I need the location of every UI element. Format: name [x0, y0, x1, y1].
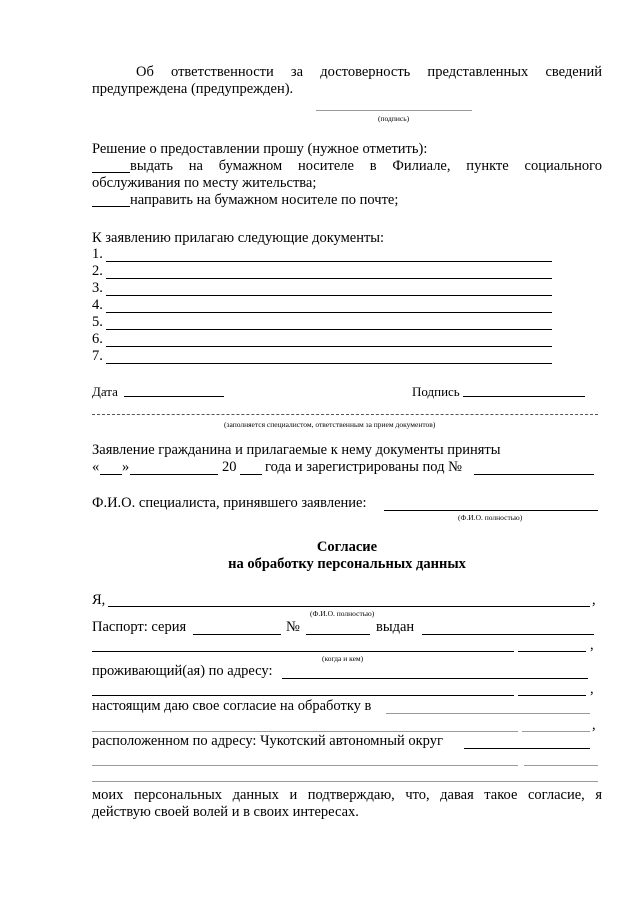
attachment-number: 5. [92, 314, 103, 330]
specialist-fio-caption: (Ф.И.О. полностью) [458, 513, 523, 522]
issued-input-line-cont[interactable] [92, 651, 514, 652]
quote-open: « [92, 459, 100, 475]
attachment-line[interactable] [106, 329, 552, 330]
attachment-number: 7. [92, 348, 103, 364]
separator-dashed [92, 414, 598, 415]
specialist-fio-input-line[interactable] [384, 510, 598, 511]
comma: , [590, 681, 594, 697]
attachment-line[interactable] [106, 261, 552, 262]
option1-text-cont: обслуживания по месту жительства; [92, 175, 317, 191]
registered-text: года и зарегистрированы под № [265, 459, 462, 475]
comma: , [592, 717, 596, 733]
located-label: расположенном по адресу: Чукотский автономный округ [92, 733, 443, 749]
attachment-number: 2. [92, 263, 103, 279]
attachments-intro: К заявлению прилагаю следующие документы: [92, 230, 385, 246]
organization-input-line[interactable] [386, 713, 590, 714]
issued-input-line-end[interactable] [518, 651, 586, 652]
attachment-number: 6. [92, 331, 103, 347]
passport-number-input-line[interactable] [306, 634, 370, 635]
final-statement-line1: моих персональных данных и подтверждаю, что, давая такое согласие, я [92, 787, 602, 803]
decision-intro: Решение о предоставлении прошу (нужное отметить): [92, 141, 428, 157]
passport-label: Паспорт: серия [92, 619, 187, 635]
number-sign: № [286, 619, 300, 635]
consent-title: Согласие [316, 539, 378, 555]
consent-fio-input-line[interactable] [108, 606, 590, 607]
signature-line[interactable] [316, 110, 472, 111]
option2-text: направить на бумажном носителе по почте; [130, 192, 399, 208]
date-input-line[interactable] [124, 396, 224, 397]
filled-by-caption: (заполняется специалистом, ответственным за прием документов) [224, 420, 436, 429]
living-label: проживающий(ая) по адресу: [92, 663, 273, 679]
attachment-line[interactable] [106, 278, 552, 279]
signature-label: Подпись [412, 384, 460, 399]
attachment-line[interactable] [106, 295, 552, 296]
comma: , [590, 637, 594, 653]
attachment-line[interactable] [106, 312, 552, 313]
consent-subtitle: на обработку персональных данных [228, 556, 466, 572]
option2-checkbox-line[interactable] [92, 206, 130, 207]
day-input-line[interactable] [100, 474, 122, 475]
option1-checkbox-line[interactable] [92, 172, 130, 173]
organization-input-line-end[interactable] [522, 731, 590, 732]
consent-to-label: настоящим даю свое согласие на обработку в [92, 698, 372, 714]
comma: , [592, 592, 596, 608]
attachment-number: 3. [92, 280, 103, 296]
reg-number-input-line[interactable] [474, 474, 594, 475]
organization-input-line-cont[interactable] [92, 731, 518, 732]
issued-caption: (когда и кем) [322, 654, 364, 663]
address-input-line-end[interactable] [518, 695, 586, 696]
issued-input-line[interactable] [422, 634, 594, 635]
attachment-line[interactable] [106, 346, 552, 347]
address-input-line-cont[interactable] [92, 695, 514, 696]
year-prefix: 20 [222, 459, 237, 475]
option1-text: выдать на бумажном носителе в Филиале, пункте социального [130, 158, 602, 174]
located-address-input-line[interactable] [464, 748, 590, 749]
month-input-line[interactable] [130, 474, 218, 475]
quote-close: » [122, 459, 130, 475]
signature-input-line[interactable] [463, 396, 585, 397]
address-input-line[interactable] [282, 678, 588, 679]
responsibility-line2: предупреждена (предупрежден). [92, 81, 294, 97]
signature-caption: (подпись) [378, 114, 410, 123]
final-statement-line2: действую своей волей и в своих интересах. [92, 804, 359, 820]
located-address-line-extra[interactable] [92, 781, 598, 782]
accepted-line: Заявление гражданина и прилагаемые к нему документы приняты [92, 442, 501, 458]
responsibility-line1: Об ответственности за достоверность представленных сведений [136, 64, 602, 80]
passport-series-input-line[interactable] [193, 634, 281, 635]
year-input-line[interactable] [240, 474, 262, 475]
attachment-number: 1. [92, 246, 103, 262]
specialist-fio-label: Ф.И.О. специалиста, принявшего заявление: [92, 495, 367, 511]
i-label: Я, [92, 592, 106, 608]
attachment-line[interactable] [106, 363, 552, 364]
located-address-line-cont[interactable] [92, 765, 518, 766]
attachment-number: 4. [92, 297, 103, 313]
issued-label: выдан [376, 619, 415, 635]
date-label: Дата [92, 384, 118, 399]
consent-fio-caption: (Ф.И.О. полностью) [310, 609, 375, 618]
located-address-line-end[interactable] [524, 765, 598, 766]
